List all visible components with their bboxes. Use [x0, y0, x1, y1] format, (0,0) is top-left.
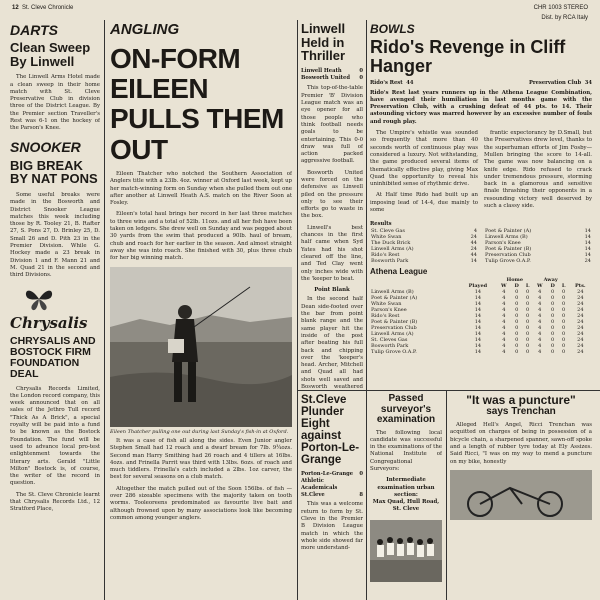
league-cell: 24 [577, 319, 584, 326]
league-cell: 0 [561, 325, 566, 332]
league-cell: 24 [577, 307, 584, 314]
league-cell: 0 [515, 349, 519, 356]
result-score: 14 [470, 258, 477, 265]
league-cell: 14 [474, 307, 482, 314]
league-cell: 0 [515, 337, 519, 344]
result-team: Poet & Painter (B) [485, 246, 532, 253]
league-cell: 4 [502, 301, 506, 308]
darts-headline: Clean Sweep By Linwell [10, 40, 91, 69]
league-cell: 24 [577, 313, 584, 320]
league-cell: 0 [515, 331, 519, 338]
league-cell: 0 [551, 325, 555, 332]
league-cell: 0 [561, 349, 566, 356]
league-cell: 0 [515, 307, 519, 314]
league-cell: 4 [502, 319, 506, 326]
result-score: 14 [584, 234, 591, 241]
result-score: 24 [470, 246, 477, 253]
league-col-label: W [501, 283, 507, 290]
league-cell: 0 [526, 313, 530, 320]
section-rule [297, 390, 600, 391]
league-cell: 0 [551, 313, 555, 320]
bowls-column [370, 20, 592, 390]
league-cell: 4 [538, 301, 542, 308]
league-cell: 0 [515, 289, 519, 296]
league-cell: 14 [474, 331, 482, 338]
league-col-label: L [561, 283, 566, 290]
league-col-label: W [536, 283, 543, 290]
league-title: Athena League [370, 267, 428, 277]
league-cell: 24 [577, 337, 584, 344]
league-cell: 0 [526, 301, 530, 308]
league-cell: 4 [502, 331, 506, 338]
plunder-article: This was a welcome return to form by St. Cleve in the Premier B Division League match in which the whole side showed far more understand- [301, 501, 363, 552]
league-cell: 0 [526, 325, 530, 332]
league-col-label: D [514, 283, 519, 290]
result-score: 14 [584, 252, 591, 259]
league-cell: 4 [538, 325, 542, 332]
league-cell: 0 [515, 301, 519, 308]
league-cell: 4 [502, 289, 506, 296]
angling-column [110, 20, 292, 600]
league-away-header: Away [543, 277, 558, 284]
bicycle-photo [450, 470, 592, 520]
plunder-headline: St.Cleve Plunder Eight against Porton-Le-Grange [301, 394, 360, 467]
league-team: Linwell Arms (A) [371, 331, 414, 338]
surveyor-article: The following local candidate was successful in the examinations of the National Institute of Congregational Surveyors: Intermediate examination urban section: Max Quad, Hull Road, St. Cleve [370, 429, 442, 513]
column-rule [297, 20, 298, 600]
league-cell: 4 [538, 337, 542, 344]
league-team: Rido's Rest [371, 313, 400, 320]
league-cell: 0 [526, 319, 530, 326]
puncture-headline: "It was a puncture" [466, 394, 576, 407]
league-cell: 4 [538, 331, 542, 338]
league-cell: 0 [526, 343, 530, 350]
league-team: Poet & Painter (B) [371, 319, 418, 326]
league-table [370, 277, 592, 355]
league-cell: 4 [538, 307, 542, 314]
league-cell: 4 [502, 337, 506, 344]
league-cell: 0 [561, 301, 566, 308]
league-cell: 24 [577, 301, 584, 308]
linwell-subhead: Point Blank [314, 287, 350, 294]
snooker-article: Some useful breaks were made in the Bosworth and District Snooker League matches this week including those by R. Tooley 21, B. Rafter 27, S. Pons 27, D. Brinley 25, D. Small 26 and D. Pith 23 in the Premier Division. While G. Hockey made a 23 break in Division 1 and F. Mann 21 and M. Quad 21 in the second and third Divisions. [10, 191, 100, 279]
result-score: 14 [584, 240, 591, 247]
angling-headline: ON-FORM EILEEN PULLS THEM OUT [110, 43, 284, 165]
league-cell: 0 [551, 301, 555, 308]
team-photo [370, 520, 442, 582]
result-team: St. Cleve Gas [371, 228, 405, 235]
results-table [370, 228, 592, 264]
bowls-kicker: BOWLS [370, 22, 415, 36]
league-cell: 24 [577, 295, 584, 302]
league-cell: 14 [474, 337, 482, 344]
league-cell: 4 [502, 343, 506, 350]
league-cell: 0 [551, 307, 555, 314]
result-team: The Duck Brick [371, 240, 411, 247]
league-cell: 4 [538, 295, 542, 302]
result-team: Bosworth Park [371, 258, 409, 265]
result-score: 14 [584, 228, 591, 235]
plunder-column [301, 394, 363, 600]
distribution-note: Dist. by RCA Italy [541, 15, 588, 21]
league-cell: 24 [577, 331, 584, 338]
puncture-subhead: says Trenchan [486, 405, 556, 417]
snooker-headline: BIG BREAK BY NAT PONS [10, 157, 98, 187]
league-cell: 4 [538, 349, 542, 356]
league-cell: 14 [474, 301, 482, 308]
league-cell: 14 [474, 349, 482, 356]
column-rule [104, 20, 105, 600]
column-rule [366, 390, 367, 600]
league-team: Parson's Knee [371, 307, 407, 314]
result-team: Rido's Rest [371, 252, 400, 259]
league-team: Tulip Grove O.A.P. [371, 349, 417, 356]
league-cell: 0 [515, 313, 519, 320]
league-cell: 0 [526, 337, 530, 344]
league-cell: 0 [526, 307, 530, 314]
surveyor-column [370, 394, 442, 600]
league-row [370, 349, 592, 355]
league-cell: 0 [551, 331, 555, 338]
league-cell: 0 [561, 307, 566, 314]
league-cell: 0 [561, 337, 566, 344]
angling-kicker: ANGLING [110, 21, 180, 38]
darts-kicker: DARTS [10, 22, 58, 38]
snooker-kicker: SNOOKER [10, 138, 81, 155]
league-cell: 14 [474, 289, 482, 296]
column-rule [366, 20, 367, 390]
league-cell: 0 [561, 343, 566, 350]
league-team: Linwell Arms (B) [371, 289, 414, 296]
chrysalis-headline: CHRYSALIS AND BOSTOCK FIRM FOUNDATION DEAL [10, 334, 96, 380]
league-team: Preservation Club [371, 325, 417, 332]
league-cell: 4 [502, 325, 506, 332]
league-cell: 24 [577, 349, 584, 356]
linwell-headline: Linwell Held in Thriller [301, 21, 346, 64]
result-row [484, 258, 592, 264]
result-score: 44 [470, 252, 477, 259]
bowls-article-right: frantic expectorancy by D.Small, but the Preservatives drew level, thanks to the superhuman efforts of Jim Fosby—Mullen bringing the score to 14-all. The game was now balancing on a knife edge. Rido refused to crack under tremendous pressure, storming back in a glamorous and sensitive finale thrashing their opponents in a resounding victory well deserved by such a classy side. [484, 130, 592, 209]
result-team: Tulip Grove O.A.P. [485, 258, 531, 265]
league-cell: 4 [502, 307, 506, 314]
league-cell: 4 [538, 319, 542, 326]
result-team: Linwell Arms (A) [371, 246, 414, 253]
league-cell: 0 [515, 295, 519, 302]
surveyor-headline: Passed surveyor's examination [376, 394, 436, 425]
league-cell: 0 [551, 337, 555, 344]
league-col-label: Played [468, 283, 488, 290]
bowls-article-left: The Umpire's whistle was sounded so frequently that more than 40 seconds worth of continuous play was considered a luxury. Not withstanding, the game produced several items of thematically effective play, giving Max Quad the opportunity to reveal his uninhibited sense of rhythmic drive. At Half time Rido had built up an imposing lead of 14-4, due mainly to some [370, 130, 478, 213]
puncture-article: Alleged Hell's Angel, Ricci Trenchan was acquitted on charges of being in possession of a bicycle chain, a sharpened spanner, sawn-off spoke and a length of rubber tyre today at Ely Assizes. Said Ricci, "I was on my way to mend a puncture on my bike, honestly [450, 422, 592, 465]
league-cell: 14 [474, 319, 482, 326]
league-cell: 0 [551, 289, 555, 296]
league-team: Poet & Painter (A) [371, 295, 418, 302]
league-team: St. Cleves Gas [371, 337, 408, 344]
result-team: Linwell Arms (B) [485, 234, 528, 241]
league-cell: 14 [474, 325, 482, 332]
puncture-column [450, 394, 592, 600]
league-cell: 0 [561, 331, 566, 338]
bowls-headline: Rido's Revenge in Cliff Hanger [370, 37, 566, 76]
league-cell: 0 [551, 295, 555, 302]
league-home-header: Home [506, 277, 524, 284]
page-number-and-paper: 12 St. Cleve Chronicle [12, 5, 74, 11]
league-cell: 0 [526, 349, 530, 356]
league-cell: 0 [561, 295, 566, 302]
angler-photo [110, 267, 292, 427]
result-score: 24 [470, 234, 477, 241]
league-cell: 24 [577, 343, 584, 350]
angling-article: Eileen Thatcher who notched the Southern Association of Anglers title with a 23lb. 4oz. winner at Oxford last week, kept up her match-winning form on Sunday when she pulled them out one after another at Linwell Heath A.S. match on the River Soon at Fosley. Eileen's total haul brings her record in her last three matches to three wins and a total of 52lb. 11ozs. and all her fish have been taken on ledgers. She drew well on Sunday and was pegged about 30 yards from the swim that produced a 90lb. haul of bream, chub and roach for her earlier in the season. And almost straight away she was into roach. She finished with 30, plus three chub for her big winning match. [110, 170, 292, 262]
league-cell: 4 [538, 289, 542, 296]
league-cell: 0 [526, 289, 530, 296]
result-score: 4 [473, 228, 477, 235]
chrysalis-logo: Chrysalis [10, 313, 88, 332]
catalog-number: CHR 1003 STEREO [533, 5, 588, 11]
plunder-scores: Porton-Le-Grange Athletic Academicals 0 St.Cleve 8 [301, 471, 363, 498]
result-team: Preservation Club [485, 252, 531, 259]
league-cell: 14 [474, 313, 482, 320]
result-score: 14 [584, 246, 591, 253]
result-score: 24 [584, 258, 591, 265]
chrysalis-butterfly-icon [24, 286, 100, 312]
league-cell: 0 [526, 331, 530, 338]
league-cell: 0 [551, 343, 555, 350]
league-col-label: L [525, 283, 530, 290]
league-cell: 0 [561, 289, 566, 296]
column-rule [446, 390, 447, 600]
linwell-article: This top-of-the-table Premier 'B' Division League match was an eye opener for all those people who think football needs goals to be entertaining. This 0-0 draw was full of action packed aggressive football. Bosworth United were forced on the defensive as Linwell piled on the pressure only to see their efforts go to waste in the box. Linwell's best chances in the first half came when Syd Yates had his shot cleared off the line, and Ted Clay went only inches wide with the 'keeper to beat. Point Blank In the second half Dean side-footed over the bar from point blank range and the same player hit the inside of the post after beating his full back and chipping over the 'keeper's head. Archer, Mitchell and Quad all had shots well saved and Bosworth weathered [301, 85, 363, 390]
league-cell: 14 [474, 295, 482, 302]
league-cell: 0 [551, 319, 555, 326]
league-cell: 24 [577, 325, 584, 332]
angling-article-cont: It was a case of fish all along the sides. Even Junior angler Stephen Small had 12 roach and a dwarf bream for 7lb. 9¾ozs. Second man Harry Smithing had 26 roach and 4 tillers at 16lbs. 4ozs. and Frinella Parrit was third with 13lbs. 6ozs. of roach and much tiddlers. Frinella's catch included a 2lbs. 1oz carver, the best for several seasons on a club match. Altogether the match pulled out of the Soon 156lbs. of fish — over 286 sizeable specimens with the majority taken on tooth worms. Tooleoreens predominated as favourite live bait and although frowned upon by many associations look like becoming common among younger anglers. [110, 438, 292, 521]
league-cell: 0 [551, 349, 555, 356]
result-team: Parson's Knee [485, 240, 521, 247]
league-cell: 24 [577, 289, 584, 296]
chrysalis-article: Chrysalis Records Limited, the London record company, this week announced that on all sales of the Jethro Tull record "Thick As A Brick", a special royalty will be paid into a fund to be known as the Bostock Foundation. The fund will be used to advance local pro-test enlightenment towards the literary arts. Gerald "Little Milton" Bostock is, of course, the writer of the record in question. The St. Cleve Chronicle learnt that Chrysalis Records Ltd., 12 Stratford Place, [10, 385, 100, 513]
photo-caption: Eileen Thatcher pulling one out during last Sunday's fish-in at Oxford. [110, 428, 289, 435]
linwell-column [301, 20, 363, 390]
result-team: White Swan [371, 234, 402, 241]
league-cell: 14 [474, 343, 482, 350]
linwell-scores: Linwell Heath 0 Bosworth United 0 [301, 67, 363, 81]
bowls-scores: Rido's Rest 44 Preservation Club 34 [370, 79, 592, 86]
result-team: Poet & Painter (A) [485, 228, 532, 235]
league-cell: 4 [502, 295, 506, 302]
result-row [370, 258, 478, 264]
league-col-label: Pts. [575, 283, 586, 290]
league-team: Bosworth Park [371, 343, 409, 350]
result-score: 44 [470, 240, 477, 247]
left-column [10, 20, 100, 600]
league-cell: 0 [515, 343, 519, 350]
league-cell: 4 [502, 313, 506, 320]
league-cell: 0 [515, 319, 519, 326]
league-cell: 4 [538, 343, 542, 350]
league-cell: 0 [561, 313, 566, 320]
league-col-label: D [550, 283, 555, 290]
results-title: Results [370, 221, 392, 228]
league-cell: 0 [515, 325, 519, 332]
bowls-lead: Rido's Rest last years runners up in the Athena League Combination, have avenged their humiliation in last months game with the Preservation Club, with a crushing defeat of 44 pts. to 14. Their astounding victory was marred however by an excessive number of fouls and rough play. [370, 89, 592, 125]
league-team: White Swan [371, 301, 402, 308]
league-cell: 4 [502, 349, 506, 356]
darts-article: The Linwell Arms Hotel made a clean sweep in their home match with St. Cleve Preservative Club in division three of the District League. By the Premier section Traveller's Rest was 6-1 on the hockey of the Parson's Knee. [10, 74, 100, 132]
league-cell: 0 [526, 295, 530, 302]
league-cell: 4 [538, 313, 542, 320]
league-cell: 0 [561, 319, 566, 326]
